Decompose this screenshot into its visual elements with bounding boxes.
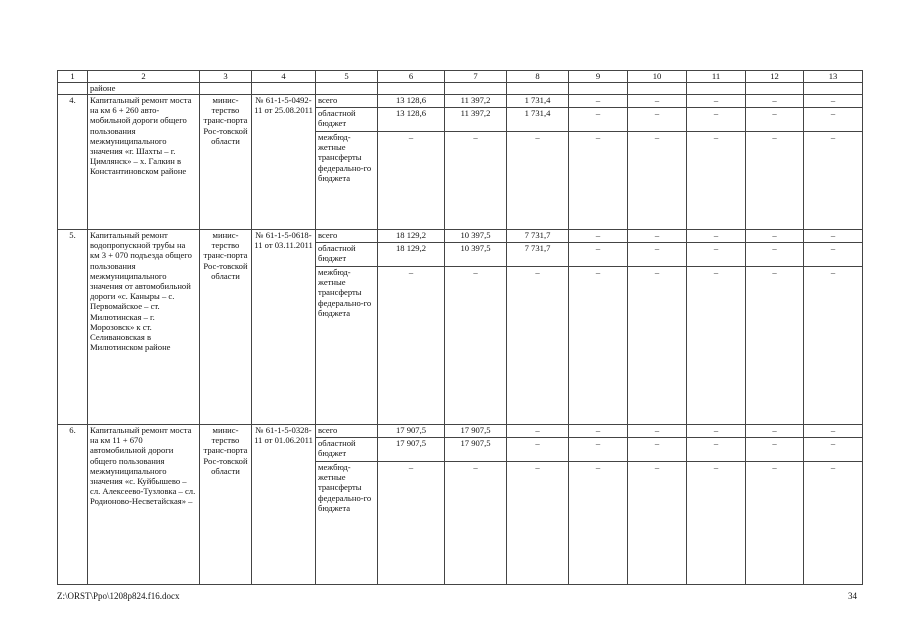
amount-cell: –	[628, 462, 687, 585]
amount-cell: –	[569, 425, 628, 438]
responsible-agency: минис-терство транс-порта Рос-товской области	[200, 95, 252, 230]
amount-cell: –	[507, 425, 569, 438]
amount-cell: –	[687, 132, 746, 230]
responsible-agency: минис-терство транс-порта Рос-товской области	[200, 425, 252, 585]
contract-number: № 61-1-5-0328-11 от 01.06.2011	[252, 425, 316, 585]
project-name: Капитальный ремонт моста на км 6 + 260 авто-мобильной дороги общего пользования межмуниципального значения «г. Шахты – г. Цимлянск» – х. Галкин в Константиновском районе	[88, 95, 200, 230]
row-number: 5.	[58, 230, 88, 425]
amount-cell: 17 907,5	[378, 438, 445, 462]
amount-cell: –	[628, 425, 687, 438]
carry-over-row	[58, 83, 863, 95]
amount-cell: –	[569, 230, 628, 243]
amount-cell: –	[804, 108, 863, 132]
contract-number: № 61-1-5-0618-11 от 03.11.2011	[252, 230, 316, 425]
column-header-8: 8	[507, 71, 569, 83]
amount-cell: –	[687, 438, 746, 462]
amount-cell: –	[687, 108, 746, 132]
amount-cell: –	[507, 438, 569, 462]
amount-cell: –	[378, 267, 445, 425]
amount-cell: –	[804, 230, 863, 243]
amount-cell: 11 397,2	[445, 95, 507, 108]
amount-cell: –	[804, 438, 863, 462]
amount-cell: 7 731,7	[507, 230, 569, 243]
amount-cell: –	[687, 243, 746, 267]
amount-cell: –	[746, 230, 804, 243]
table-row	[58, 425, 863, 438]
carry-over-text: районе	[88, 83, 200, 95]
amount-cell: –	[445, 132, 507, 230]
amount-cell: 10 397,5	[445, 243, 507, 267]
amount-cell: –	[507, 462, 569, 585]
table-row	[58, 230, 863, 243]
amount-cell: 17 907,5	[445, 438, 507, 462]
amount-cell: –	[507, 132, 569, 230]
column-header-7: 7	[445, 71, 507, 83]
amount-cell: –	[569, 95, 628, 108]
responsible-agency: минис-терство транс-порта Рос-товской области	[200, 230, 252, 425]
amount-cell: –	[746, 462, 804, 585]
amount-cell: 7 731,7	[507, 243, 569, 267]
column-header-6: 6	[378, 71, 445, 83]
amount-cell: –	[569, 462, 628, 585]
amount-cell: –	[628, 230, 687, 243]
amount-cell: –	[628, 267, 687, 425]
amount-cell: –	[804, 95, 863, 108]
funding-source: межбюд-жетные трансферты федерально-го бюджета	[316, 462, 378, 585]
amount-cell: 18 129,2	[378, 243, 445, 267]
amount-cell: –	[569, 108, 628, 132]
column-number-header-row	[58, 71, 863, 83]
amount-cell: 10 397,5	[445, 230, 507, 243]
program-table	[57, 70, 863, 585]
amount-cell: –	[804, 462, 863, 585]
project-name: Капитальный ремонт моста на км 11 + 670 автомобильной дороги общего пользования межмуниципального значения «с. Куйбышево – сл. Алексеево-Тузловка – сл. Родионово-Несветайская» –	[88, 425, 200, 585]
funding-source: областной бюджет	[316, 108, 378, 132]
amount-cell: –	[687, 425, 746, 438]
footer-file-path: Z:\ORST\Ppo\1208p824.f16.docx	[57, 591, 180, 601]
amount-cell: –	[507, 267, 569, 425]
amount-cell: –	[445, 267, 507, 425]
amount-cell: –	[569, 243, 628, 267]
amount-cell: –	[746, 132, 804, 230]
amount-cell: –	[746, 243, 804, 267]
amount-cell: –	[378, 462, 445, 585]
column-header-12: 12	[746, 71, 804, 83]
amount-cell: –	[804, 243, 863, 267]
amount-cell: –	[628, 132, 687, 230]
row-number: 6.	[58, 425, 88, 585]
row-number: 4.	[58, 95, 88, 230]
amount-cell: 18 129,2	[378, 230, 445, 243]
amount-cell: –	[628, 243, 687, 267]
amount-cell: –	[445, 462, 507, 585]
amount-cell: –	[746, 267, 804, 425]
funding-source: областной бюджет	[316, 438, 378, 462]
amount-cell: –	[687, 230, 746, 243]
amount-cell: –	[569, 132, 628, 230]
column-header-9: 9	[569, 71, 628, 83]
amount-cell: 13 128,6	[378, 108, 445, 132]
funding-source: областной бюджет	[316, 243, 378, 267]
amount-cell: –	[687, 462, 746, 585]
amount-cell: –	[378, 132, 445, 230]
funding-source: межбюд-жетные трансферты федерально-го бюджета	[316, 267, 378, 425]
amount-cell: –	[628, 108, 687, 132]
funding-source: всего	[316, 425, 378, 438]
funding-source: всего	[316, 95, 378, 108]
funding-source: всего	[316, 230, 378, 243]
amount-cell: –	[628, 438, 687, 462]
column-header-11: 11	[687, 71, 746, 83]
amount-cell: –	[804, 132, 863, 230]
amount-cell: 17 907,5	[445, 425, 507, 438]
column-header-3: 3	[200, 71, 252, 83]
column-header-2: 2	[88, 71, 200, 83]
amount-cell: 17 907,5	[378, 425, 445, 438]
amount-cell: –	[746, 108, 804, 132]
column-header-13: 13	[804, 71, 863, 83]
column-header-10: 10	[628, 71, 687, 83]
column-header-5: 5	[316, 71, 378, 83]
amount-cell: –	[628, 95, 687, 108]
amount-cell: –	[746, 95, 804, 108]
amount-cell: 11 397,2	[445, 108, 507, 132]
funding-source: межбюд-жетные трансферты федерально-го бюджета	[316, 132, 378, 230]
amount-cell: 1 731,4	[507, 108, 569, 132]
table-row	[58, 95, 863, 108]
amount-cell: –	[569, 438, 628, 462]
amount-cell: –	[746, 438, 804, 462]
amount-cell: 1 731,4	[507, 95, 569, 108]
amount-cell: –	[746, 425, 804, 438]
amount-cell: 13 128,6	[378, 95, 445, 108]
contract-number: № 61-1-5-0492-11 от 25.08.2011	[252, 95, 316, 230]
amount-cell: –	[687, 95, 746, 108]
footer-page-number: 34	[848, 591, 857, 601]
project-name: Капитальный ремонт водопропускной трубы на км 3 + 070 подъезда общего пользования межмуниципального значения от автомобильной дороги «с. Каныры – с. Первомайское – ст. Милютинская – г. Морозовск» к ст. Селивановская в Милютинском районе	[88, 230, 200, 425]
column-header-4: 4	[252, 71, 316, 83]
amount-cell: –	[804, 267, 863, 425]
amount-cell: –	[569, 267, 628, 425]
amount-cell: –	[804, 425, 863, 438]
column-header-1: 1	[58, 71, 88, 83]
amount-cell: –	[687, 267, 746, 425]
